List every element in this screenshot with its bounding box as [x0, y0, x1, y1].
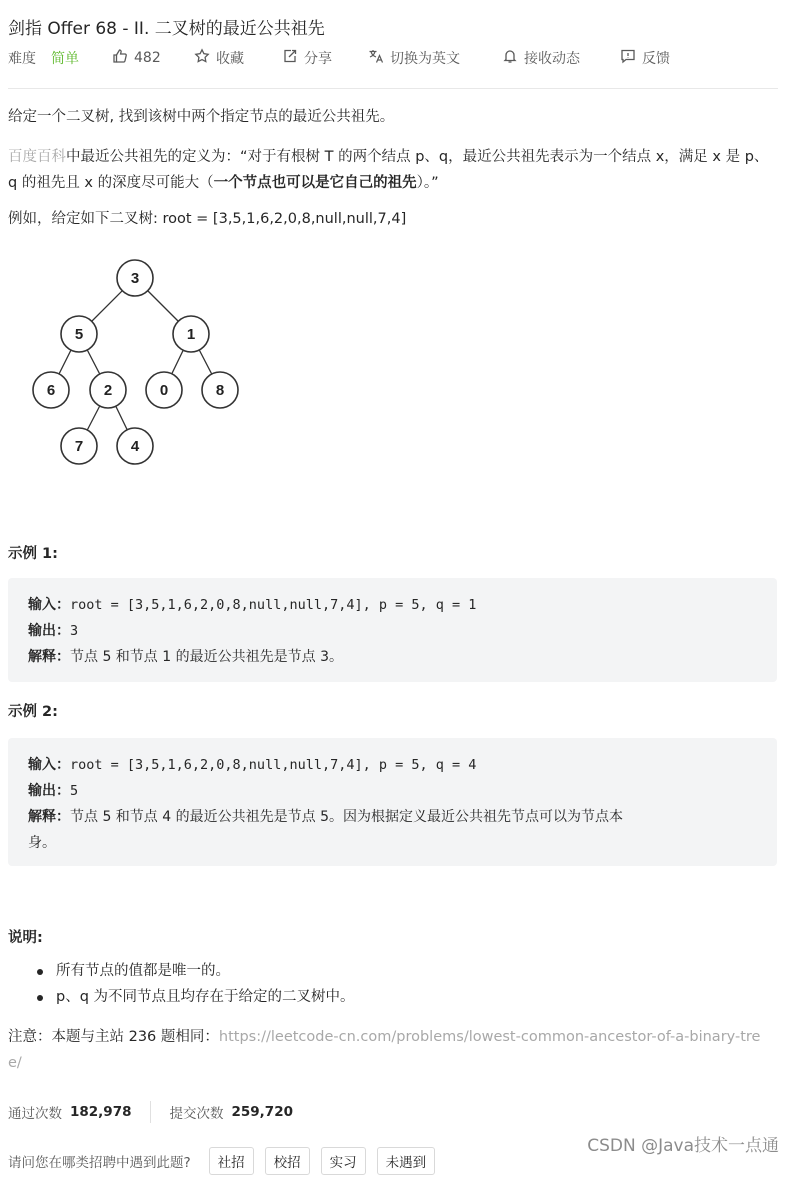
translate-icon — [368, 48, 384, 68]
submitted-label: 提交次数 — [169, 1106, 224, 1122]
favorite-label: 收藏 — [216, 51, 244, 67]
example-1-block — [8, 578, 777, 682]
feedback-label: 反馈 — [642, 51, 670, 67]
example-2-explain-cont: 身。 — [28, 835, 56, 851]
example-1-title: 示例 1: — [8, 546, 58, 562]
notes-list — [8, 958, 355, 1010]
like-count: 482 — [134, 50, 161, 66]
definition-text-1: 中最近公共祖先的定义为：“对于有根树 T 的两个结点 p、q，最近公共祖先表示为一个结点 x，满足 x 是 p、q 的祖先且 x 的深度尽可能大（ — [8, 149, 769, 191]
example-2-input: root = [3,5,1,6,2,0,8,null,null,7,4], p = 5, q = 4 — [70, 757, 477, 773]
subscribe-button[interactable] — [502, 48, 580, 68]
note-prefix: 注意：本题与主站 236 题相同： — [8, 1029, 219, 1045]
switch-language-button[interactable] — [368, 48, 460, 68]
example-1-explain: 节点 5 和节点 1 的最近公共祖先是节点 3。 — [70, 649, 343, 665]
problem-intro: 给定一个二叉树, 找到该树中两个指定节点的最近公共祖先。 — [8, 109, 395, 125]
example-2-block — [8, 738, 777, 866]
star-icon — [194, 48, 210, 68]
lca-definition — [8, 144, 773, 196]
explain-label: 解释： — [28, 809, 70, 825]
interview-tags — [8, 1147, 446, 1177]
feedback-icon — [620, 48, 636, 68]
input-label: 输入： — [28, 597, 70, 613]
example-tree-caption: 例如，给定如下二叉树: root = [3,5,1,6,2,0,8,null,null,7,4] — [8, 211, 407, 227]
tree-node-label: 4 — [130, 438, 140, 455]
favorite-button[interactable] — [194, 48, 244, 68]
thumbs-up-icon — [112, 48, 128, 68]
tree-node-label: 7 — [74, 438, 84, 455]
tree-node-label: 5 — [74, 326, 84, 343]
list-item: p、q 为不同节点且均存在于给定的二叉树中。 — [56, 984, 355, 1010]
tag-social-hire[interactable]: 社招 — [209, 1147, 254, 1175]
example-1-input: root = [3,5,1,6,2,0,8,null,null,7,4], p = 5, q = 1 — [70, 597, 477, 613]
submitted-count: 259,720 — [231, 1104, 293, 1120]
baike-link[interactable]: 百度百科 — [8, 149, 66, 165]
share-icon — [282, 48, 298, 68]
bell-icon — [502, 48, 518, 68]
example-1-output: 3 — [70, 623, 79, 639]
example-2-output: 5 — [70, 783, 79, 799]
tag-internship[interactable]: 实习 — [321, 1147, 366, 1175]
notes-title: 说明: — [8, 930, 43, 946]
output-label: 输出： — [28, 623, 70, 639]
explain-label: 解释： — [28, 649, 70, 665]
like-button[interactable] — [112, 48, 161, 68]
csdn-watermark: CSDN @Java技术一点通 — [587, 1136, 779, 1156]
output-label: 输出： — [28, 783, 70, 799]
switch-language-label: 切换为英文 — [390, 51, 460, 67]
difficulty-label: 难度 — [8, 51, 36, 67]
difficulty-badge: 简单 — [51, 51, 79, 67]
input-label: 输入： — [28, 757, 70, 773]
header-divider — [8, 88, 778, 89]
feedback-button[interactable] — [620, 48, 670, 68]
tree-node-label: 1 — [186, 326, 196, 343]
tree-node-label: 2 — [103, 382, 113, 399]
accepted-count: 182,978 — [70, 1104, 132, 1120]
example-2-explain: 节点 5 和节点 4 的最近公共祖先是节点 5。因为根据定义最近公共祖先节点可以为节点本 — [70, 809, 623, 825]
same-problem-note — [8, 1024, 773, 1076]
accepted-label: 通过次数 — [8, 1106, 62, 1122]
tag-campus-hire[interactable]: 校招 — [265, 1147, 310, 1175]
share-button[interactable] — [282, 48, 332, 68]
tree-node-label: 0 — [159, 382, 169, 399]
definition-text-2: ）。” — [416, 175, 439, 191]
problem-title: 剑指 Offer 68 - II. 二叉树的最近公共祖先 — [8, 19, 325, 39]
interview-question: 请问您在哪类招聘中遇到此题? — [8, 1155, 191, 1171]
tree-node-label: 8 — [215, 382, 225, 399]
tree-node-label: 3 — [130, 270, 140, 287]
stats-divider — [150, 1101, 151, 1123]
tag-not-encountered[interactable]: 未遇到 — [377, 1147, 436, 1175]
definition-bold-text: 一个节点也可以是它自己的祖先 — [213, 175, 417, 191]
share-label: 分享 — [304, 51, 332, 67]
tree-node-label: 6 — [46, 382, 56, 399]
problem-meta-bar — [8, 48, 778, 70]
binary-tree-diagram — [24, 250, 254, 480]
main-site-link[interactable]: https://leetcode-cn.com/problems/lowest-common-ancestor-of-a-binary-tree/ — [8, 1029, 761, 1071]
example-2-title: 示例 2: — [8, 704, 58, 720]
subscribe-label: 接收动态 — [524, 51, 580, 67]
submission-stats — [8, 1100, 293, 1124]
list-item: 所有节点的值都是唯一的。 — [56, 958, 355, 984]
